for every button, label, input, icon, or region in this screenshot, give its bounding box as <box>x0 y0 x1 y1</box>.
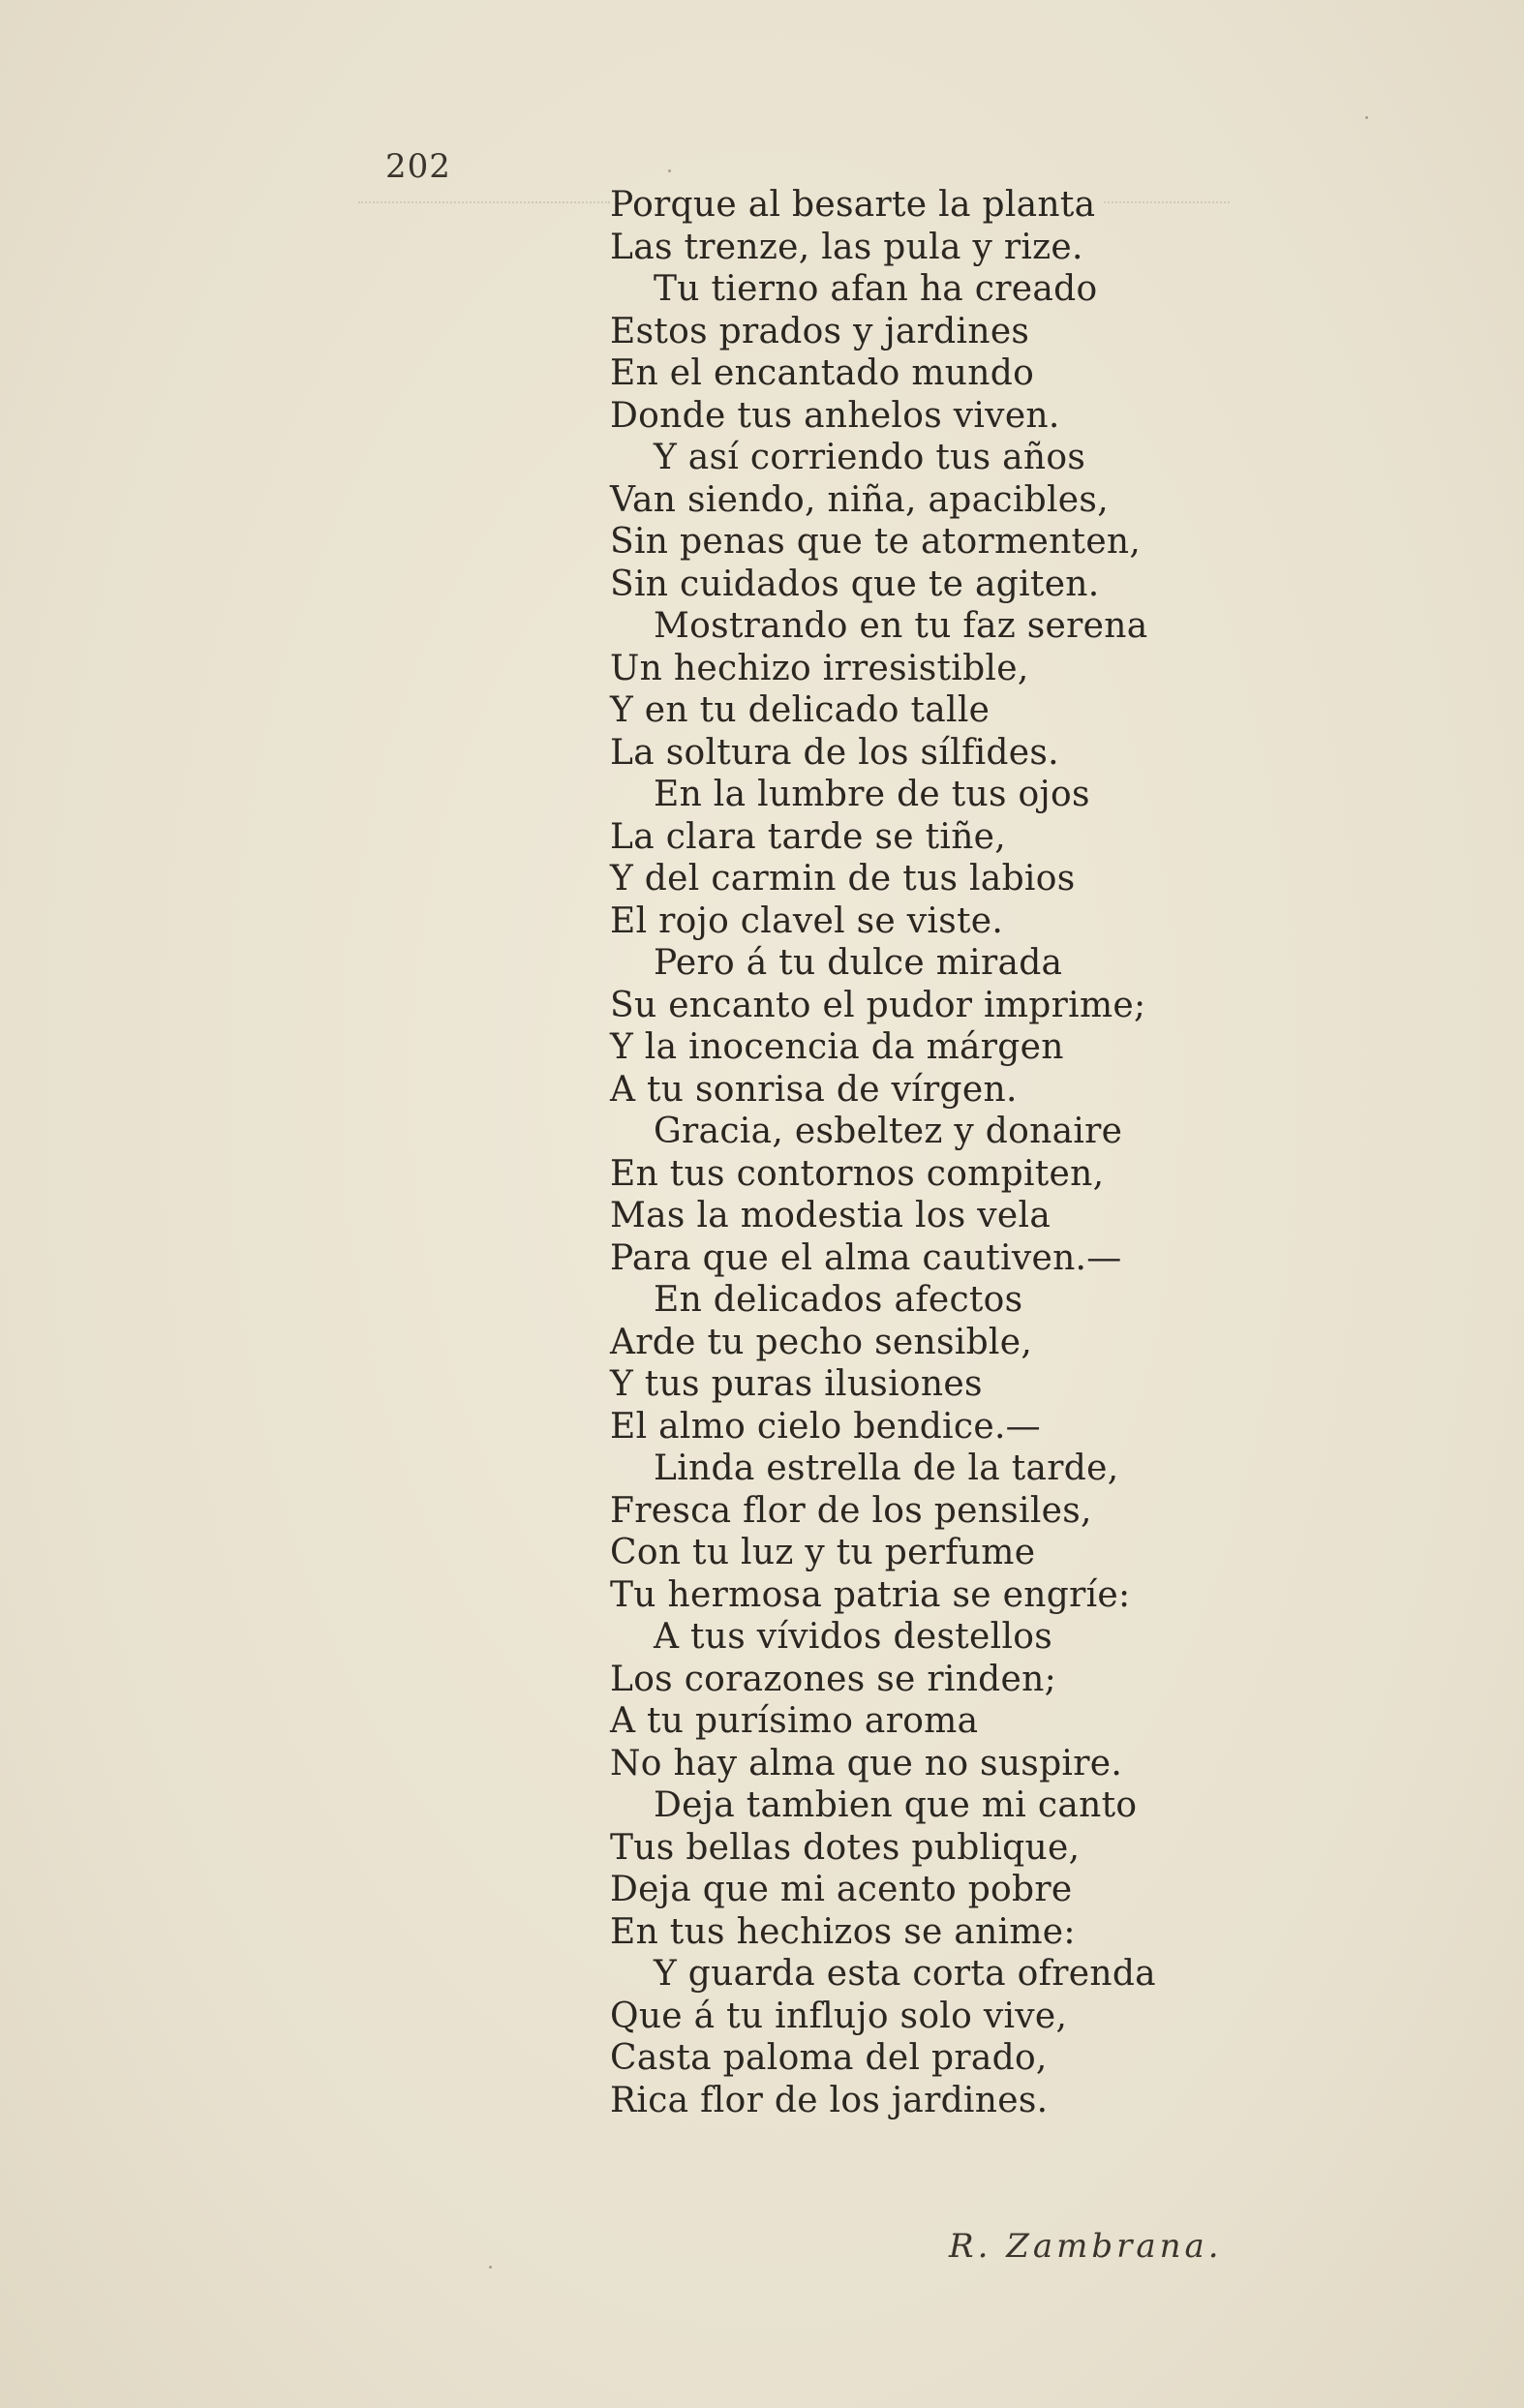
poem-line: Tus bellas dotes publique, <box>610 1827 1081 1868</box>
poem-body <box>610 184 1191 2121</box>
page-smudge-left <box>358 201 610 213</box>
poem-line: Su encanto el pudor imprime; <box>610 985 1146 1025</box>
poem-line: Los corazones se rinden; <box>610 1659 1057 1699</box>
poem-line: Van siendo, niña, apacibles, <box>610 479 1109 520</box>
poem-line: No hay alma que no suspire. <box>610 1743 1123 1783</box>
poem-line: Fresca flor de los pensiles, <box>610 1490 1092 1531</box>
poem-line: Y en tu delicado talle <box>610 690 991 730</box>
page-number: 202 <box>385 147 451 186</box>
poem-line: Un hechizo irresistible, <box>610 648 1029 688</box>
poem-line: Linda estrella de la tarde, <box>654 1448 1119 1488</box>
poem-line: Donde tus anhelos viven. <box>610 395 1060 436</box>
poem-line: Mostrando en tu faz serena <box>654 606 1148 646</box>
poem-line: En delicados afectos <box>654 1280 1023 1320</box>
poem-line: En tus contornos compiten, <box>610 1153 1105 1194</box>
poem-line: Arde tu pecho sensible, <box>610 1322 1033 1362</box>
paper-speck <box>489 2266 492 2269</box>
poem-line: Y tus puras ilusiones <box>610 1364 983 1404</box>
poem-line: El rojo clavel se viste. <box>610 900 1004 941</box>
poem-line: Y del carmin de tus labios <box>610 859 1076 899</box>
poem-line: Tu hermosa patria se engríe: <box>610 1574 1131 1615</box>
poem-line: La soltura de los sílfides. <box>610 732 1059 773</box>
poem-line: Y guarda esta corta ofrenda <box>654 1954 1156 1994</box>
author-signature: R. Zambrana. <box>949 2227 1223 2266</box>
paper-speck <box>1365 116 1368 119</box>
poem-line: Rica flor de los jardines. <box>610 2080 1049 2120</box>
poem-line: En tus hechizos se anime: <box>610 1911 1076 1952</box>
poem-line: A tu sonrisa de vírgen. <box>610 1069 1018 1110</box>
poem-line: En la lumbre de tus ojos <box>654 775 1090 814</box>
poem-line: Sin cuidados que te agiten. <box>610 564 1100 604</box>
poem-line: Tu tierno afan ha creado <box>654 269 1098 309</box>
poem-line: A tu purísimo aroma <box>610 1701 979 1741</box>
poem-line: Para que el alma cautiven.— <box>610 1237 1122 1278</box>
poem-line: Y así corriendo tus años <box>654 438 1086 477</box>
poem-line: Sin penas que te atormenten, <box>610 522 1142 562</box>
poem-line: Deja que mi acento pobre <box>610 1870 1073 1909</box>
paper-speck <box>668 169 671 172</box>
poem-line: Con tu luz y tu perfume <box>610 1533 1036 1572</box>
poem-line: Estos prados y jardines <box>610 311 1030 351</box>
poem-line: En el encantado mundo <box>610 353 1035 393</box>
poem-line: Que á tu influjo solo vive, <box>610 1996 1068 2036</box>
poem-line: Mas la modestia los vela <box>610 1196 1052 1235</box>
poem-line: Gracia, esbeltez y donaire <box>654 1112 1123 1151</box>
poem-line: El almo cielo bendice.— <box>610 1406 1041 1447</box>
poem-line: Deja tambien que mi canto <box>654 1785 1138 1825</box>
poem-line: Porque al besarte la planta <box>610 185 1096 225</box>
poem-line: Casta paloma del prado, <box>610 2038 1048 2078</box>
poem-line: Las trenze, las pula y rize. <box>610 227 1083 267</box>
poem-line: La clara tarde se tiñe, <box>610 816 1007 857</box>
poem-line: Y la inocencia da márgen <box>610 1027 1064 1067</box>
poem-line: Pero á tu dulce mirada <box>654 943 1063 983</box>
poem-line: A tus vívidos destellos <box>654 1617 1053 1657</box>
